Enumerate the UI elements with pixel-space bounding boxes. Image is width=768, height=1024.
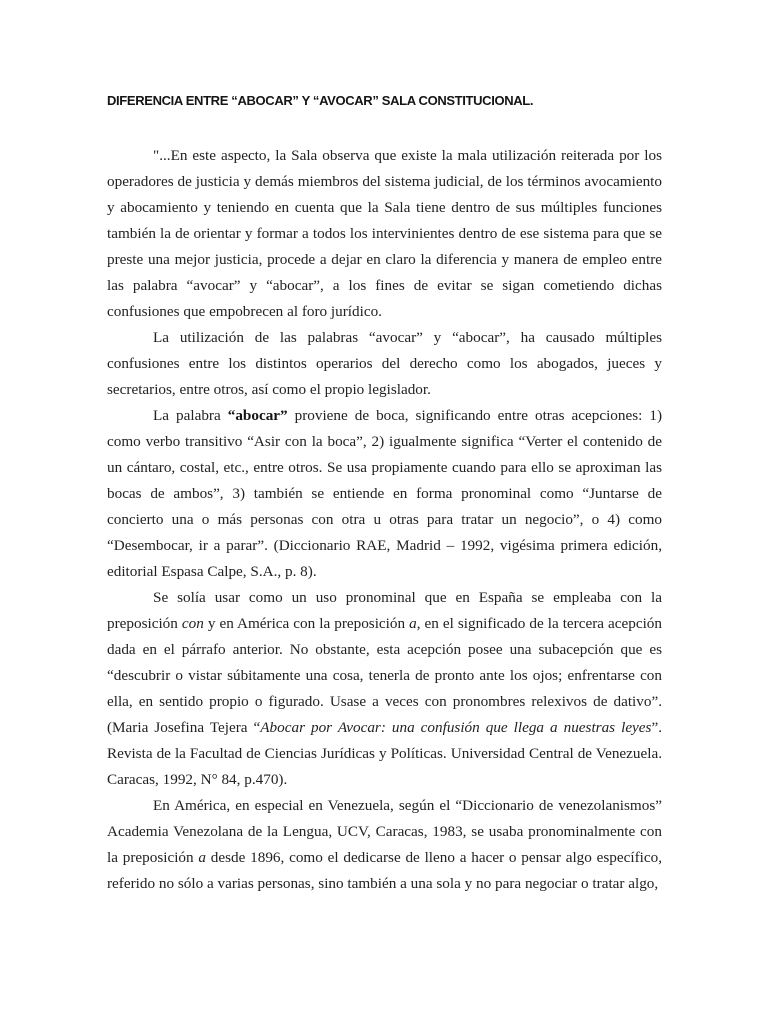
paragraph-4-text-a: Se solía usar como un uso pronominal que en España se empleaba con la preposición bbox=[107, 589, 662, 632]
paragraph-4-italic-a: a bbox=[409, 615, 417, 632]
paragraph-4-text-d: ”. Revista de la Facultad de Ciencias Jurídicas y Políticas. Universidad Central de Venezuela. Caracas, 1992, N° 84, p.470). bbox=[107, 719, 662, 788]
paragraph-4 bbox=[107, 585, 662, 793]
paragraph-2-text: La utilización de las palabras “avocar” y “abocar”, ha causado múltiples confusiones entre los distintos operarios del derecho como los abogados, jueces y secretarios, entre otros, así como el propio legislador. bbox=[107, 329, 662, 398]
document-title: DIFERENCIA ENTRE “ABOCAR” Y “AVOCAR” SALA CONSTITUCIONAL. bbox=[107, 93, 534, 108]
paragraph-3 bbox=[107, 403, 662, 585]
paragraph-3-text-start: La palabra bbox=[153, 407, 228, 424]
paragraph-4-text-b: y en América con la preposición bbox=[203, 615, 410, 632]
document-body bbox=[107, 143, 662, 897]
paragraph-3-text-rest: proviene de boca, significando entre otras acepciones: 1) como verbo transitivo “Asir con la boca”, 2) igualmente significa “Verter el contenido de un cántaro, costal, etc., entre otros. Se usa propiamente cuando para ello se aproximan las bocas de ambos”, 3) también se entiende en forma pronominal como “Juntarse de concierto una o más personas con otra u otras para tratar un negocio”, o 4) como “Desembocar, ir a parar”. (Diccionario RAE, Madrid – 1992, vigésima primera edición, editorial Espasa Calpe, S.A., p. 8). bbox=[107, 407, 662, 580]
paragraph-2 bbox=[107, 325, 662, 403]
paragraph-5 bbox=[107, 793, 662, 897]
paragraph-4-italic-citation-title: Abocar por Avocar: una confusión que llega a nuestras leyes bbox=[260, 719, 652, 736]
paragraph-1 bbox=[107, 143, 662, 325]
paragraph-5-italic-a: a bbox=[198, 849, 206, 866]
paragraph-1-text: "...En este aspecto, la Sala observa que existe la mala utilización reiterada por los operadores de justicia y demás miembros del sistema judicial, de los términos avocamiento y abocamiento y teniendo en cuenta que la Sala tiene dentro de sus múltiples funciones también la de orientar y formar a todos los intervinientes dentro de ese sistema para que se preste una mejor justicia, procede a dejar en claro la diferencia y manera de empleo entre las palabra “avocar” y “abocar”, a los fines de evitar se sigan cometiendo dichas confusiones que empobrecen al foro jurídico. bbox=[107, 147, 662, 320]
paragraph-4-text-c: , en el significado de la tercera acepción dada en el párrafo anterior. No obstante, esta acepción posee una subacepción que es “descubrir o vistar súbitamente una cosa, tenerla de pronto ante los ojos; enfrentarse con ella, en sentido propio o figurado. Usase a veces con pronombres relexivos de dativo”. (Maria Josefina Tejera “ bbox=[107, 615, 662, 736]
paragraph-3-bold-term: “abocar” bbox=[227, 407, 288, 424]
paragraph-4-italic-con: con bbox=[181, 615, 204, 632]
paragraph-5-text-a: En América, en especial en Venezuela, según el “Diccionario de venezolanismos” Academia Venezolana de la Lengua, UCV, Caracas, 1983, se usaba pronominalmente con la preposición bbox=[107, 797, 662, 866]
paragraph-5-text-b: desde 1896, como el dedicarse de lleno a hacer o pensar algo específico, referido no sólo a varias personas, sino también a una sola y no para negociar o tratar algo, bbox=[107, 849, 662, 892]
